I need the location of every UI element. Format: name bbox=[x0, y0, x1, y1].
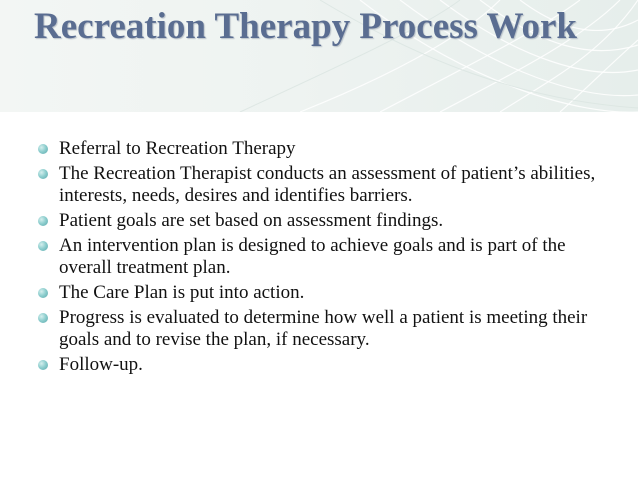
list-item-text: An intervention plan is designed to achieve goals and is part of the overall treatment plan. bbox=[59, 235, 566, 278]
bullet-icon bbox=[38, 360, 48, 370]
bullet-icon bbox=[38, 241, 48, 251]
list-item bbox=[38, 235, 598, 279]
list-item-text: The Care Plan is put into action. bbox=[59, 282, 305, 303]
list-item bbox=[38, 163, 598, 207]
list-item bbox=[38, 282, 598, 304]
list-item-text: The Recreation Therapist conducts an assessment of patient’s abilities, interests, needs, desires and identifies barriers. bbox=[59, 163, 596, 206]
slide-title: Recreation Therapy Process Work bbox=[34, 6, 577, 47]
list-item-text: Patient goals are set based on assessment findings. bbox=[59, 210, 444, 231]
list-item bbox=[38, 138, 598, 160]
list-item-text: Follow-up. bbox=[59, 354, 143, 375]
list-item bbox=[38, 354, 598, 376]
bullet-list bbox=[38, 138, 598, 379]
bullet-icon bbox=[38, 169, 48, 179]
bullet-icon bbox=[38, 216, 48, 226]
bullet-icon bbox=[38, 313, 48, 323]
list-item-text: Referral to Recreation Therapy bbox=[59, 138, 296, 159]
list-item bbox=[38, 210, 598, 232]
bullet-icon bbox=[38, 144, 48, 154]
list-item bbox=[38, 307, 598, 351]
list-item-text: Progress is evaluated to determine how well a patient is meeting their goals and to revise the plan, if necessary. bbox=[59, 307, 588, 350]
bullet-icon bbox=[38, 288, 48, 298]
